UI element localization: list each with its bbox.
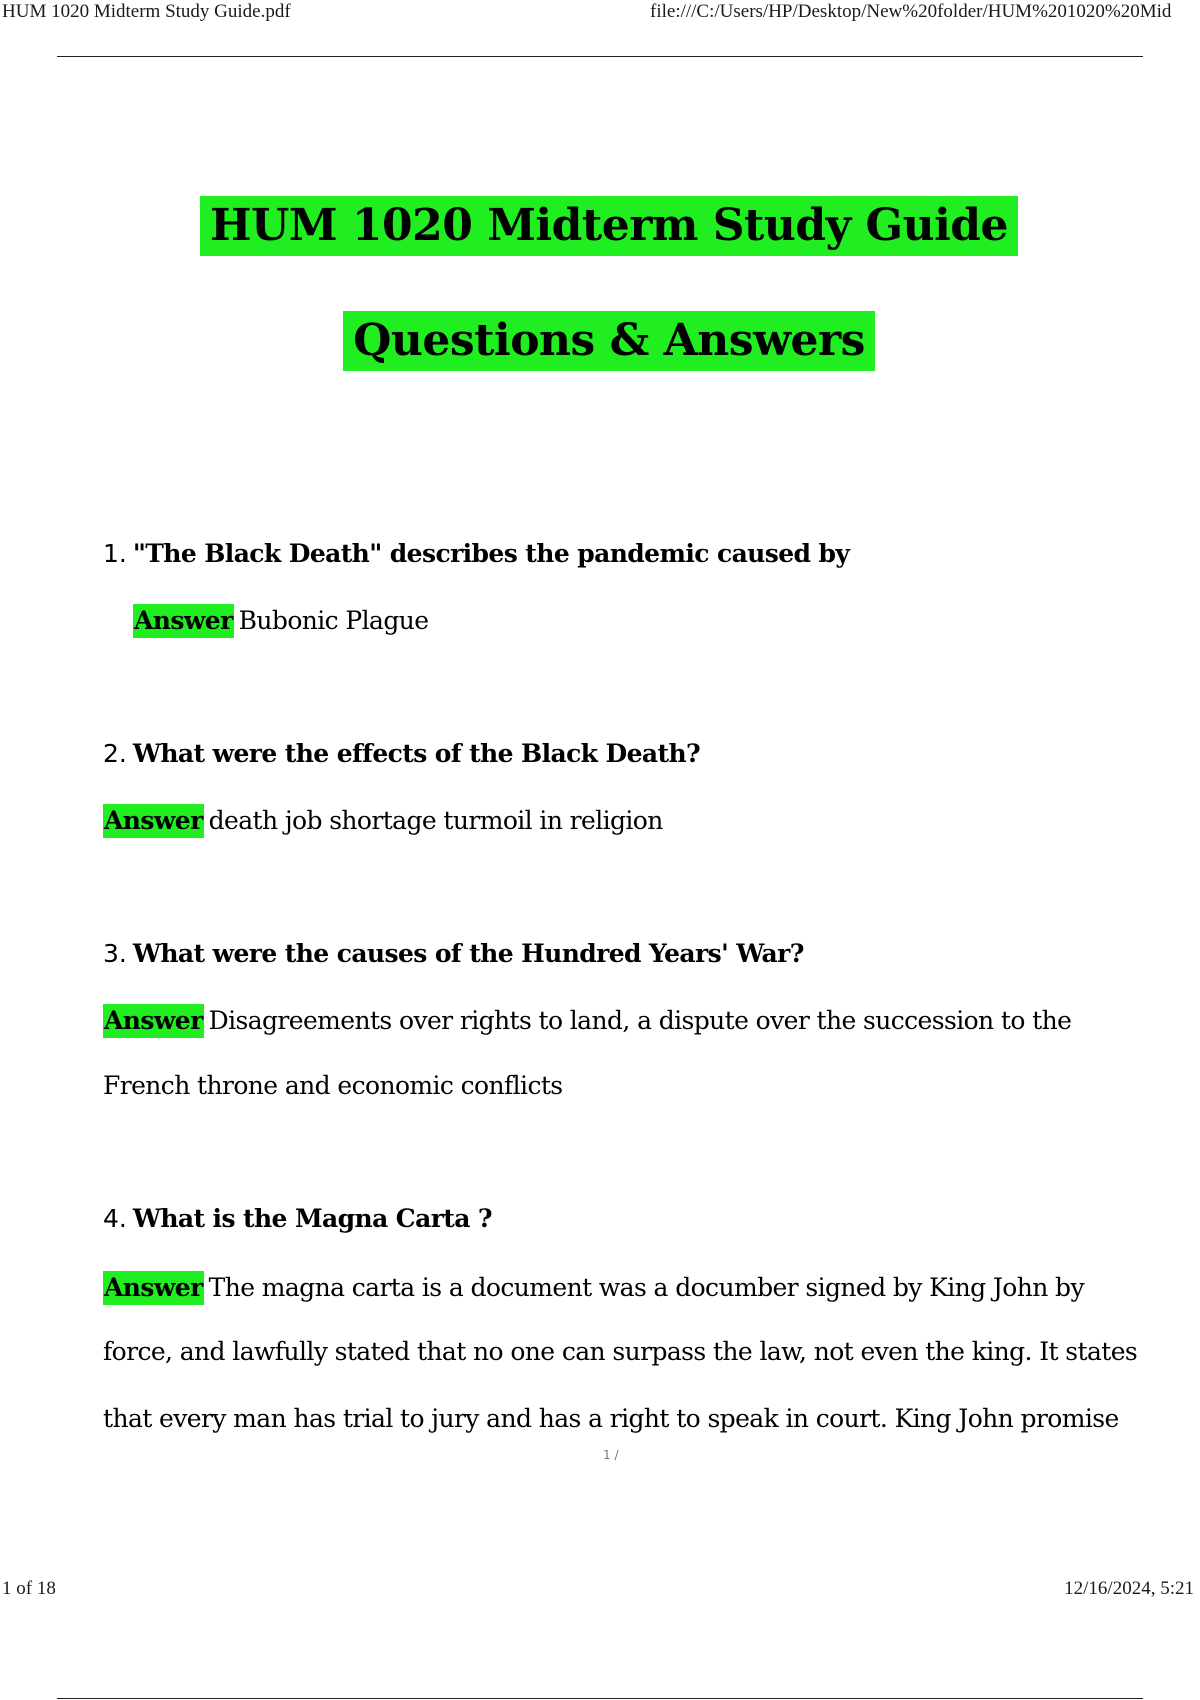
page-subtitle <box>0 311 1200 371</box>
question-number: 3. <box>103 939 127 968</box>
question-2 <box>103 739 700 768</box>
answer-1 <box>133 604 428 638</box>
title-line-2: Questions & Answers <box>343 311 875 371</box>
print-header <box>0 0 1200 26</box>
page-mark: 1 / <box>603 1448 619 1462</box>
answer-text: death job shortage turmoil in religion <box>208 806 663 835</box>
title-line-1: HUM 1020 Midterm Study Guide <box>200 196 1018 256</box>
answer-3-continued: French throne and economic conflicts <box>103 1071 563 1100</box>
question-number: 2. <box>103 739 127 768</box>
question-text: What were the causes of the Hundred Years' War? <box>132 939 804 968</box>
question-1 <box>103 539 849 568</box>
page-count: 1 of 18 <box>2 1578 56 1599</box>
file-path: file:///C:/Users/HP/Desktop/New%20folder/HUM%201020%20Mid <box>650 1 1172 22</box>
answer-label: Answer <box>103 1271 204 1305</box>
question-text: What is the Magna Carta ? <box>132 1204 492 1233</box>
header-divider <box>57 56 1143 57</box>
document-name: HUM 1020 Midterm Study Guide.pdf <box>2 1 291 22</box>
answer-label: Answer <box>103 1004 204 1038</box>
question-4 <box>103 1204 492 1233</box>
answer-label: Answer <box>103 804 204 838</box>
question-text: "The Black Death" describes the pandemic caused by <box>132 539 850 568</box>
question-3 <box>103 939 804 968</box>
footer-divider <box>57 1698 1143 1699</box>
answer-2 <box>103 804 663 838</box>
question-text: What were the effects of the Black Death? <box>132 739 701 768</box>
answer-text: Disagreements over rights to land, a dispute over the succession to the <box>208 1006 1072 1035</box>
answer-text: Bubonic Plague <box>238 606 429 635</box>
page-title <box>0 196 1200 256</box>
answer-3 <box>103 1004 1071 1038</box>
answer-4-continued: that every man has trial to jury and has a right to speak in court. King John promise <box>103 1404 1119 1433</box>
question-number: 1. <box>103 539 127 568</box>
answer-4 <box>103 1271 1084 1305</box>
print-date: 12/16/2024, 5:21 <box>1064 1578 1194 1599</box>
question-number: 4. <box>103 1204 127 1233</box>
answer-text: The magna carta is a document was a documber signed by King John by <box>208 1273 1084 1302</box>
answer-label: Answer <box>133 604 234 638</box>
answer-4-continued: force, and lawfully stated that no one can surpass the law, not even the king. It states <box>103 1337 1138 1366</box>
